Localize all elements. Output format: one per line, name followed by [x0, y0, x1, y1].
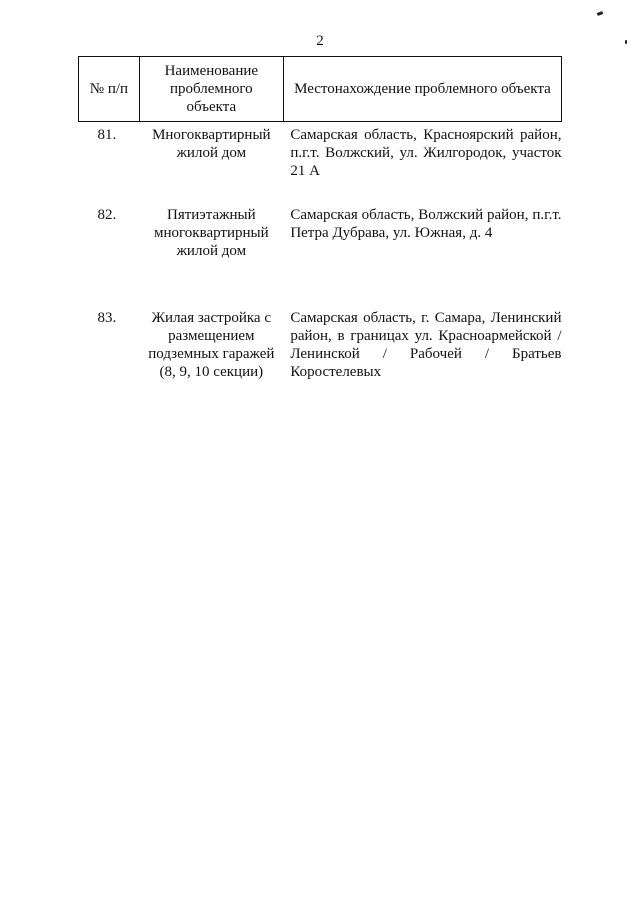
scan-mark [625, 40, 627, 44]
row-location: Самарская область, Волжский район, п.г.т. Петра Дубрава, ул. Южная, д. 4 [290, 207, 562, 241]
table-row [79, 202, 562, 305]
row-location: Самарская область, г. Самара, Ленинский район, в границах ул. Красноармейской / Ленинской / Рабочей / Братьев Коростелевых [290, 310, 562, 380]
row-number: 81. [97, 127, 117, 143]
problem-objects-table [78, 56, 562, 389]
header-number-label: № п/п [89, 81, 129, 97]
row-number: 82. [97, 207, 117, 223]
header-name [139, 57, 283, 122]
row-location: Самарская область, Красноярский район, п.г.т. Волжский, ул. Жилгородок, участок 21 А [290, 127, 562, 179]
header-name-label: Наименование проблемного объекта [164, 63, 259, 115]
header-number [79, 57, 140, 122]
table-row [79, 305, 562, 389]
page-number: 2 [316, 33, 324, 49]
header-location-label: Местонахождение проблемного объекта [294, 81, 551, 97]
row-object-name: Пятиэтажный многоквартирный жилой дом [153, 207, 269, 259]
row-object-name: Многоквартирный жилой дом [152, 127, 271, 161]
scan-mark [597, 11, 604, 16]
row-object-name: Жилая застройка с размещением подземных гаражей (8, 9, 10 секции) [148, 310, 275, 380]
row-number: 83. [97, 310, 117, 326]
table-row [79, 122, 562, 203]
header-location [283, 57, 561, 122]
table-header-row [79, 57, 562, 122]
